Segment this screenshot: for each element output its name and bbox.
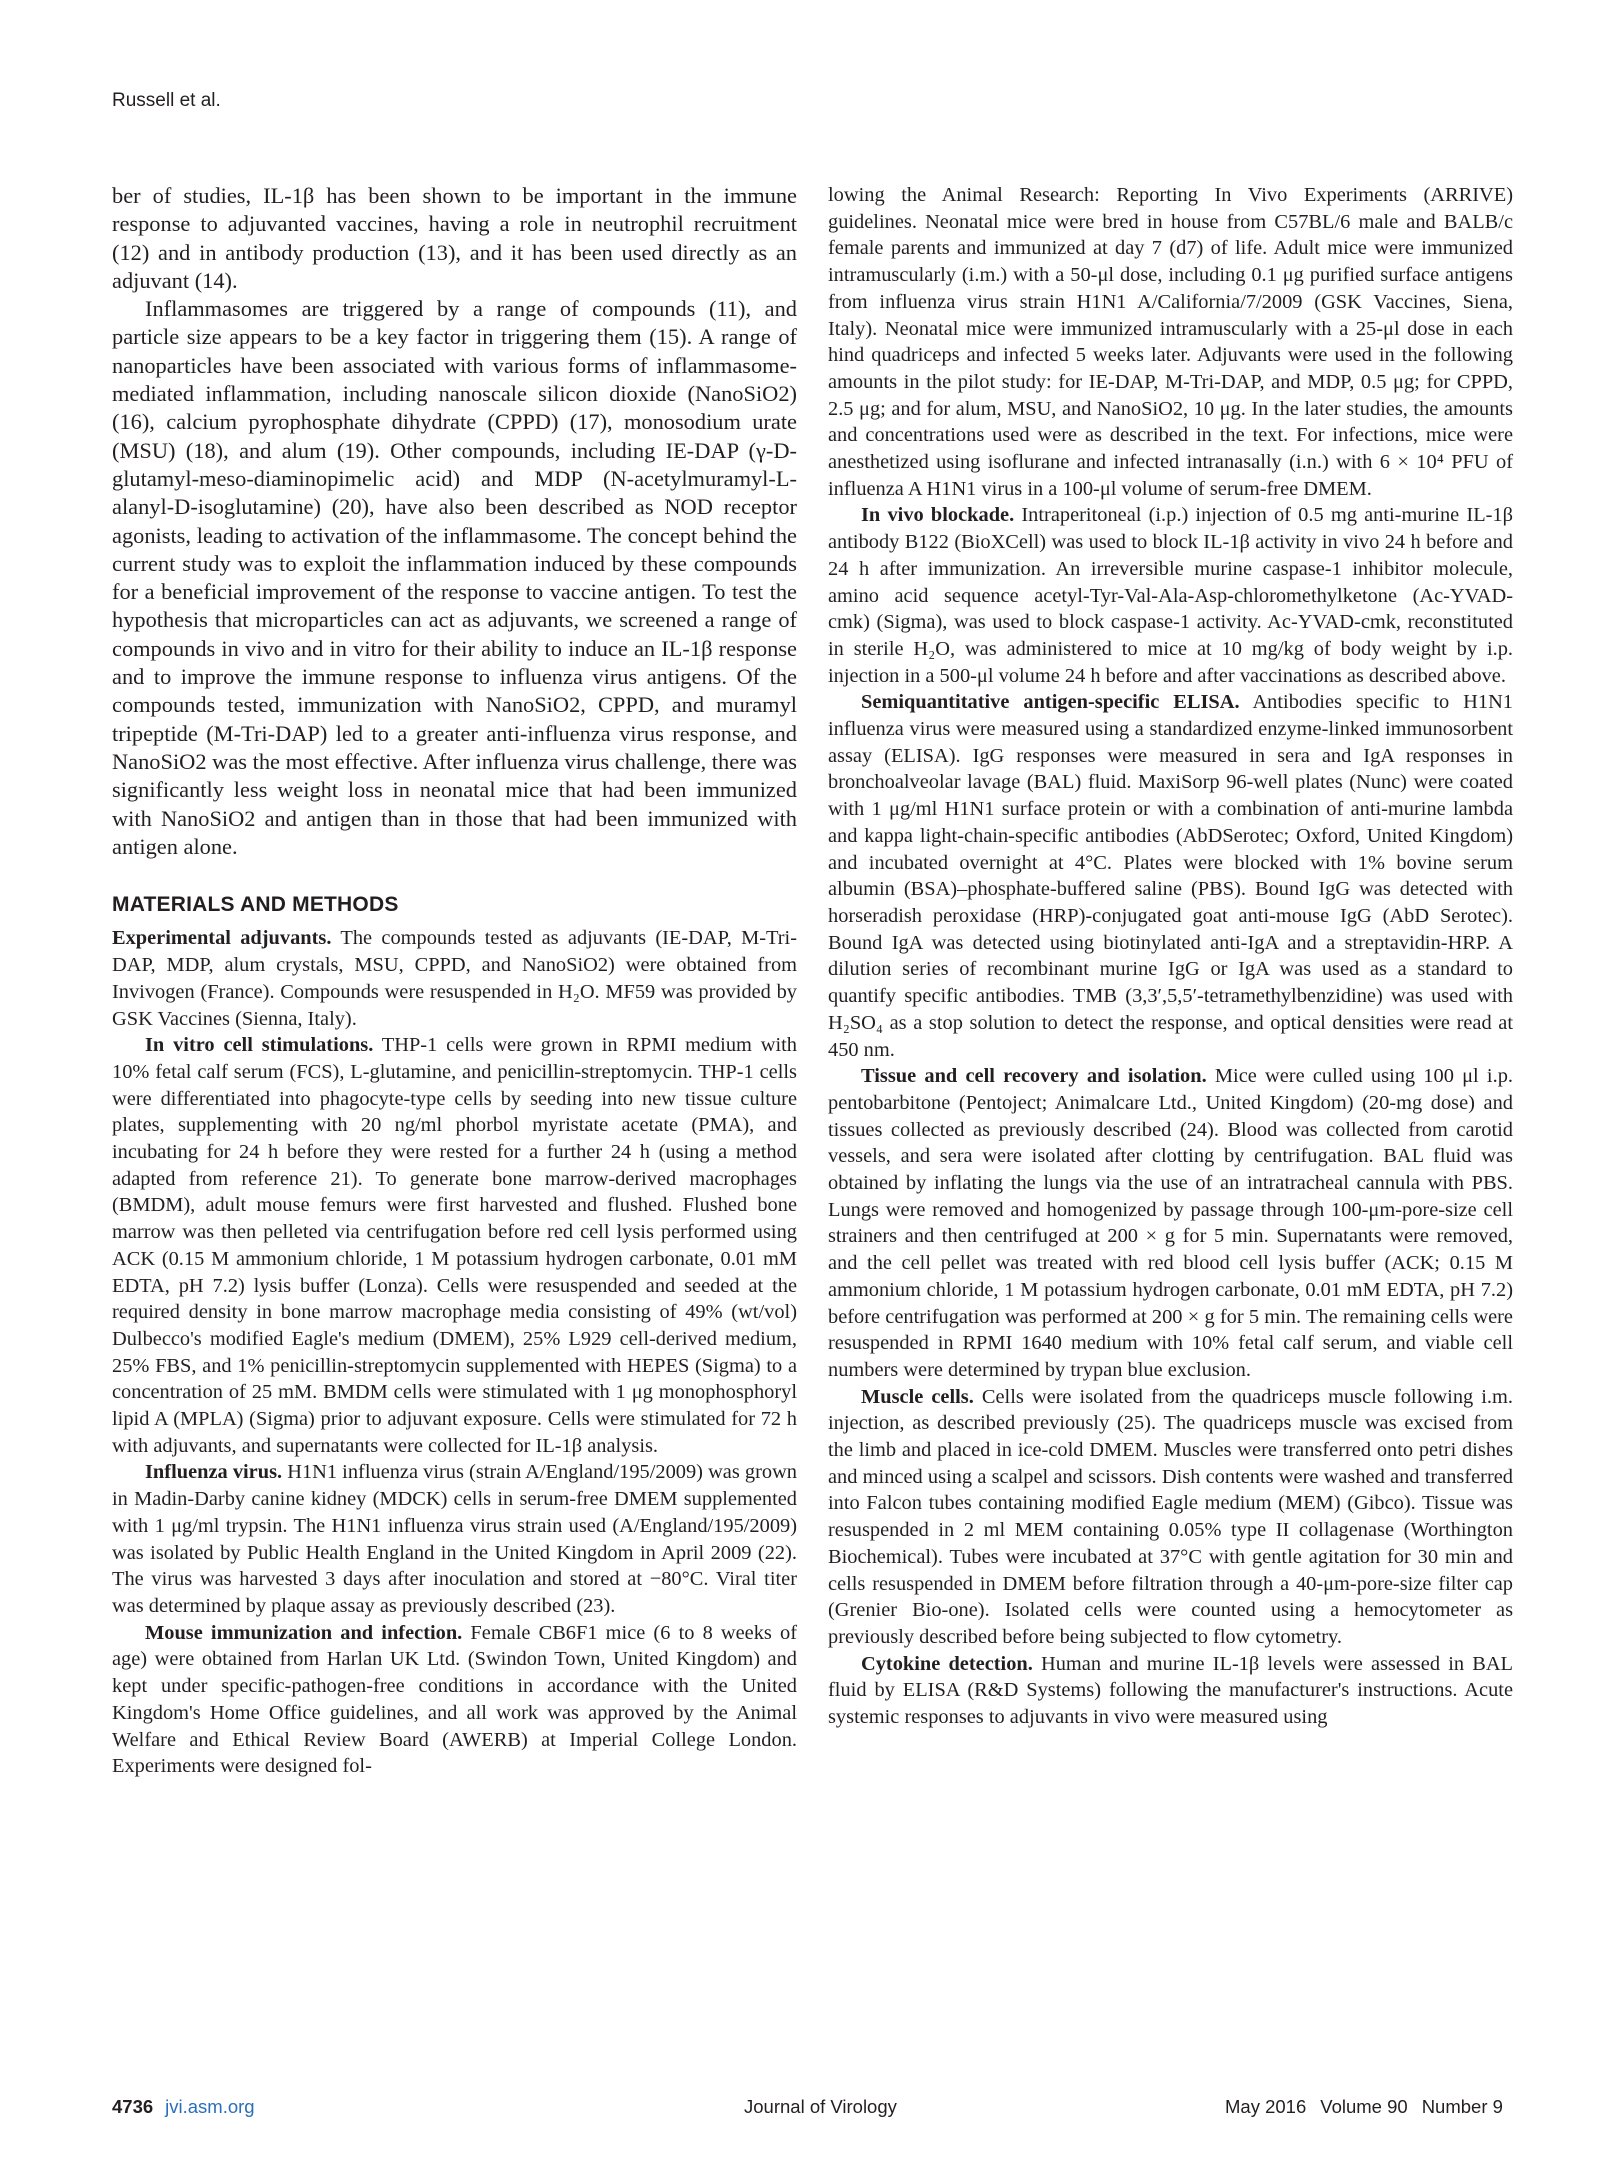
runin-heading-influenza: Influenza virus. bbox=[145, 1461, 283, 1484]
issue-date: May 2016 bbox=[1225, 2096, 1307, 2117]
issue-info bbox=[1225, 2096, 1503, 2118]
page-footer bbox=[112, 2096, 1512, 2118]
issue-number: Number 9 bbox=[1421, 2096, 1503, 2117]
text-blockade: Intraperitoneal (i.p.) injection of 0.5 mg anti-murine IL-1β antibody B122 (BioXCell) was used to block IL-1β activity in vivo 24 h before and 24 h after immunization. An irreversible murine caspase-1 inhibitor molecule, amino acid sequence acetyl-Tyr-Val-Ala-Asp-chloromethylketone (Ac-YVAD-cmk) (Sigma), was used to block caspase-1 activity. Ac-YVAD-cmk, reconstituted in sterile H₂O, was administered to mice at 10 mg/kg of body weight by i.p. injection in a 500-μl volume 24 h before and after vaccinations as described above. bbox=[828, 504, 1514, 687]
paragraph-in-vivo-blockade bbox=[828, 502, 1513, 689]
page-number: 4736 bbox=[112, 2096, 154, 2117]
runin-heading-cytokine: Cytokine detection. bbox=[861, 1652, 1033, 1675]
paragraph-influenza-virus bbox=[112, 1459, 797, 1619]
journal-name: Journal of Virology bbox=[744, 2096, 897, 2117]
methods-body-left bbox=[112, 925, 797, 1780]
left-column bbox=[112, 182, 797, 1780]
paragraph-continued: lowing the Animal Research: Reporting In Vivo Experiments (ARRIVE) guidelines. Neonatal mice were bred in house from C57BL/6 male and BALB/c female parents and immunized at day 7 (d7) of life. Adult mice were immunized intramuscularly (i.m.) with a 50-μl dose, including 0.1 μg purified surface antigens from influenza virus strain H1N1 A/California/7/2009 (GSK Vaccines, Siena, Italy). Neonatal mice were immunized intramuscularly with a 25-μl dose in each hind quadriceps and infected 5 weeks later. Adjuvants were used in the following amounts in the pilot study: for IE-DAP, M-Tri-DAP, and MDP, 0.5 μg; for CPPD, 2.5 μg; and for alum, MSU, and NanoSiO2, 10 μg. In the later studies, the amounts and concentrations used were as described in the text. For infections, mice were anesthetized using isoflurane and infected intranasally (i.n.) with 6 × 10⁴ PFU of influenza A H1N1 virus in a 100-μl volume of serum-free DMEM. bbox=[828, 184, 1513, 500]
text-elisa: Antibodies specific to H1N1 influenza virus were measured using a standardized enzyme-linked immunosorbent assay (ELISA). IgG responses were measured in sera and IgA responses in bronchoalveolar lavage (BAL) fluid. MaxiSorp 96-well plates (Nunc) were coated with 1 μg/ml H1N1 surface protein or with a combination of anti-murine lambda and kappa light-chain-specific antibodies (AbDSerotec; Oxford, United Kingdom) and incubated overnight at 4°C. Plates were blocked with 1% bovine serum albumin (BSA)–phosphate-buffered saline (PBS). Bound IgG was detected with horseradish peroxidase (HRP)-conjugated goat anti-mouse IgG (AbD Serotec). Bound IgA was detected using biotinylated anti-IgA and a streptavidin-HRP. A dilution series of recombinant murine IgG or IgA was used as a standard to quantify specific antibodies. TMB (3,3′,5,5′-tetramethylbenzidine) was used with H₂SO₄ as a stop solution to detect the response, and optical densities were read at 450 nm. bbox=[828, 691, 1514, 1061]
runin-heading-mouse: Mouse immunization and infection. bbox=[145, 1621, 463, 1644]
paragraph-muscle-cells bbox=[828, 1384, 1513, 1651]
right-column bbox=[828, 182, 1513, 1731]
runin-heading-in-vitro: In vitro cell stimulations. bbox=[145, 1034, 374, 1057]
runin-heading-adjuvants: Experimental adjuvants. bbox=[112, 927, 332, 950]
runin-heading-tissue: Tissue and cell recovery and isolation. bbox=[861, 1065, 1207, 1088]
text-in-vitro: THP-1 cells were grown in RPMI medium with 10% fetal calf serum (FCS), L-glutamine, and penicillin-streptomycin. THP-1 cells were differentiated into phagocyte-type cells by seeding into new tissue culture plates, supplementing with 20 ng/ml phorbol myristate acetate (PMA), and incubating for 24 h before they were rested for a further 24 h (using a method adapted from reference 21). To generate bone marrow-derived macrophages (BMDM), adult mouse femurs were first harvested and flushed. Flushed bone marrow was then pelleted via centrifugation before red cell lysis performed using ACK (0.15 M ammonium chloride, 1 M potassium hydrogen carbonate, 0.01 mM EDTA, pH 7.2) lysis buffer (Lonza). Cells were resuspended and seeded at the required density in bone marrow macrophage media consisting of 49% (wt/vol) Dulbecco's modified Eagle's medium (DMEM), 25% L929 cell-derived medium, 25% FBS, and 1% penicillin-streptomycin supplemented with HEPES (Sigma) to a concentration of 25 mM. BMDM cells were stimulated with 1 μg monophosphoryl lipid A (MPLA) (Sigma) prior to adjuvant exposure. Cells were stimulated for 72 h with adjuvants, and supernatants were collected for IL-1β analysis. bbox=[112, 1034, 797, 1457]
running-head: Russell et al. bbox=[112, 90, 221, 111]
intro-paragraph-1: ber of studies, IL-1β has been shown to be important in the immune response to adjuvanted vaccines, having a role in neutrophil recruitment (12) and in antibody production (13), and it has been used directly as an adjuvant (14). bbox=[112, 183, 797, 293]
runin-heading-elisa: Semiquantitative antigen-specific ELISA. bbox=[861, 691, 1240, 714]
paragraph-elisa bbox=[828, 689, 1513, 1063]
paragraph-tissue-recovery bbox=[828, 1063, 1513, 1383]
paragraph-in-vitro bbox=[112, 1032, 797, 1459]
paragraph-mouse-immunization bbox=[112, 1620, 797, 1780]
runin-heading-muscle: Muscle cells. bbox=[861, 1385, 974, 1408]
journal-website-link[interactable]: jvi.asm.org bbox=[165, 2096, 255, 2117]
runin-heading-blockade: In vivo blockade. bbox=[861, 504, 1015, 527]
paragraph-experimental-adjuvants bbox=[112, 925, 797, 1032]
section-heading-methods: MATERIALS AND METHODS bbox=[112, 893, 399, 917]
issue-volume: Volume 90 bbox=[1320, 2096, 1408, 2117]
text-adjuvants: The compounds tested as adjuvants (IE-DAP, M-Tri-DAP, MDP, alum crystals, MSU, CPPD, and NanoSiO2) were obtained from Invivogen (France). Compounds were resuspended in H₂O. MF59 was provided by GSK Vaccines (Sienna, Italy). bbox=[112, 927, 798, 1030]
text-mouse: Female CB6F1 mice (6 to 8 weeks of age) were obtained from Harlan UK Ltd. (Swindon Town, United Kingdom) and kept under specific-pathogen-free conditions in accordance with the United Kingdom's Home Office guidelines, and all work was approved by the Animal Welfare and Ethical Review Board (AWERB) at Imperial College London. Experiments were designed fol- bbox=[112, 1621, 797, 1778]
text-muscle: Cells were isolated from the quadriceps muscle following i.m. injection, as described previously (25). The quadriceps muscle was excised from the limb and placed in ice-cold DMEM. Muscles were transferred onto petri dishes and minced using a scalpel and scissors. Dish contents were washed and transferred into Falcon tubes containing modified Eagle medium (MEM) (Gibco). Tissue was resuspended in 2 ml MEM containing 0.05% type II collagenase (Worthington Biochemical). Tubes were incubated at 37°C with gentle agitation for 30 min and cells resuspended in DMEM before filtration through a 40-μm-pore-size filter cap (Grenier Bio-one). Isolated cells were counted using a hemocytometer as previously described before being subjected to flow cytometry. bbox=[828, 1385, 1513, 1648]
text-influenza: H1N1 influenza virus (strain A/England/195/2009) was grown in Madin-Darby canine kidney (MDCK) cells in serum-free DMEM supplemented with 1 μg/ml trypsin. The H1N1 influenza virus strain used (A/England/195/2009) was isolated by Public Health England in the United Kingdom in April 2009 (22). The virus was harvested 3 days after inoculation and stored at −80°C. Viral titer was determined by plaque assay as previously described (23). bbox=[112, 1461, 797, 1617]
paragraph-cytokine-detection bbox=[828, 1651, 1513, 1731]
text-tissue: Mice were culled using 100 μl i.p. pentobarbitone (Pentoject; Animalcare Ltd., United Kingdom) (20-mg dose) and tissues collected as previously described (24). Blood was collected from carotid vessels, and sera were isolated after clotting by centrifugation. BAL fluid was obtained by inflating the lungs via the use of an intratracheal cannula with PBS. Lungs were removed and homogenized by passage through 100-μm-pore-size cell strainers and then centrifuged at 200 × g for 5 min. Supernatants were removed, and the cell pellet was treated with red blood cell lysis buffer (ACK; 0.15 M ammonium chloride, 1 M potassium hydrogen carbonate, 0.01 mM EDTA, pH 7.2) before centrifugation was performed at 200 × g for 5 min. The remaining cells were resuspended in RPMI 1640 medium with 10% fetal calf serum, and viable cell numbers were determined by trypan blue exclusion. bbox=[828, 1065, 1513, 1381]
intro-paragraph-2: Inflammasomes are triggered by a range of compounds (11), and particle size appears to be a key factor in triggering them (15). A range of nanoparticles have been associated with various forms of inflammasome-mediated inflammation, including nanoscale silicon dioxide (NanoSiO2) (16), calcium pyrophosphate dihydrate (CPPD) (17), monosodium urate (MSU) (18), and alum (19). Other compounds, including IE-DAP (γ-D-glutamyl-meso-diaminopimelic acid) and MDP (N-acetylmuramyl-L-alanyl-D-isoglutamine) (20), have also been described as NOD receptor agonists, leading to activation of the inflammasome. The concept behind the current study was to exploit the inflammation induced by these compounds for a beneficial improvement of the response to vaccine antigen. To test the hypothesis that microparticles can act as adjuvants, we screened a range of compounds in vivo and in vitro for their ability to induce an IL-1β response and to improve the immune response to influenza virus antigens. Of the compounds tested, immunization with NanoSiO2, CPPD, and muramyl tripeptide (M-Tri-DAP) led to a greater anti-influenza virus response, and NanoSiO2 was the most effective. After influenza virus challenge, there was significantly less weight loss in neonatal mice that had been immunized with NanoSiO2 and antigen than in those that had been immunized with antigen alone. bbox=[112, 296, 797, 859]
text-cytokine: Human and murine IL-1β levels were assessed in BAL fluid by ELISA (R&D Systems) following the manufacturer's instructions. Acute systemic responses to adjuvants in vivo were measured using bbox=[828, 1652, 1513, 1729]
